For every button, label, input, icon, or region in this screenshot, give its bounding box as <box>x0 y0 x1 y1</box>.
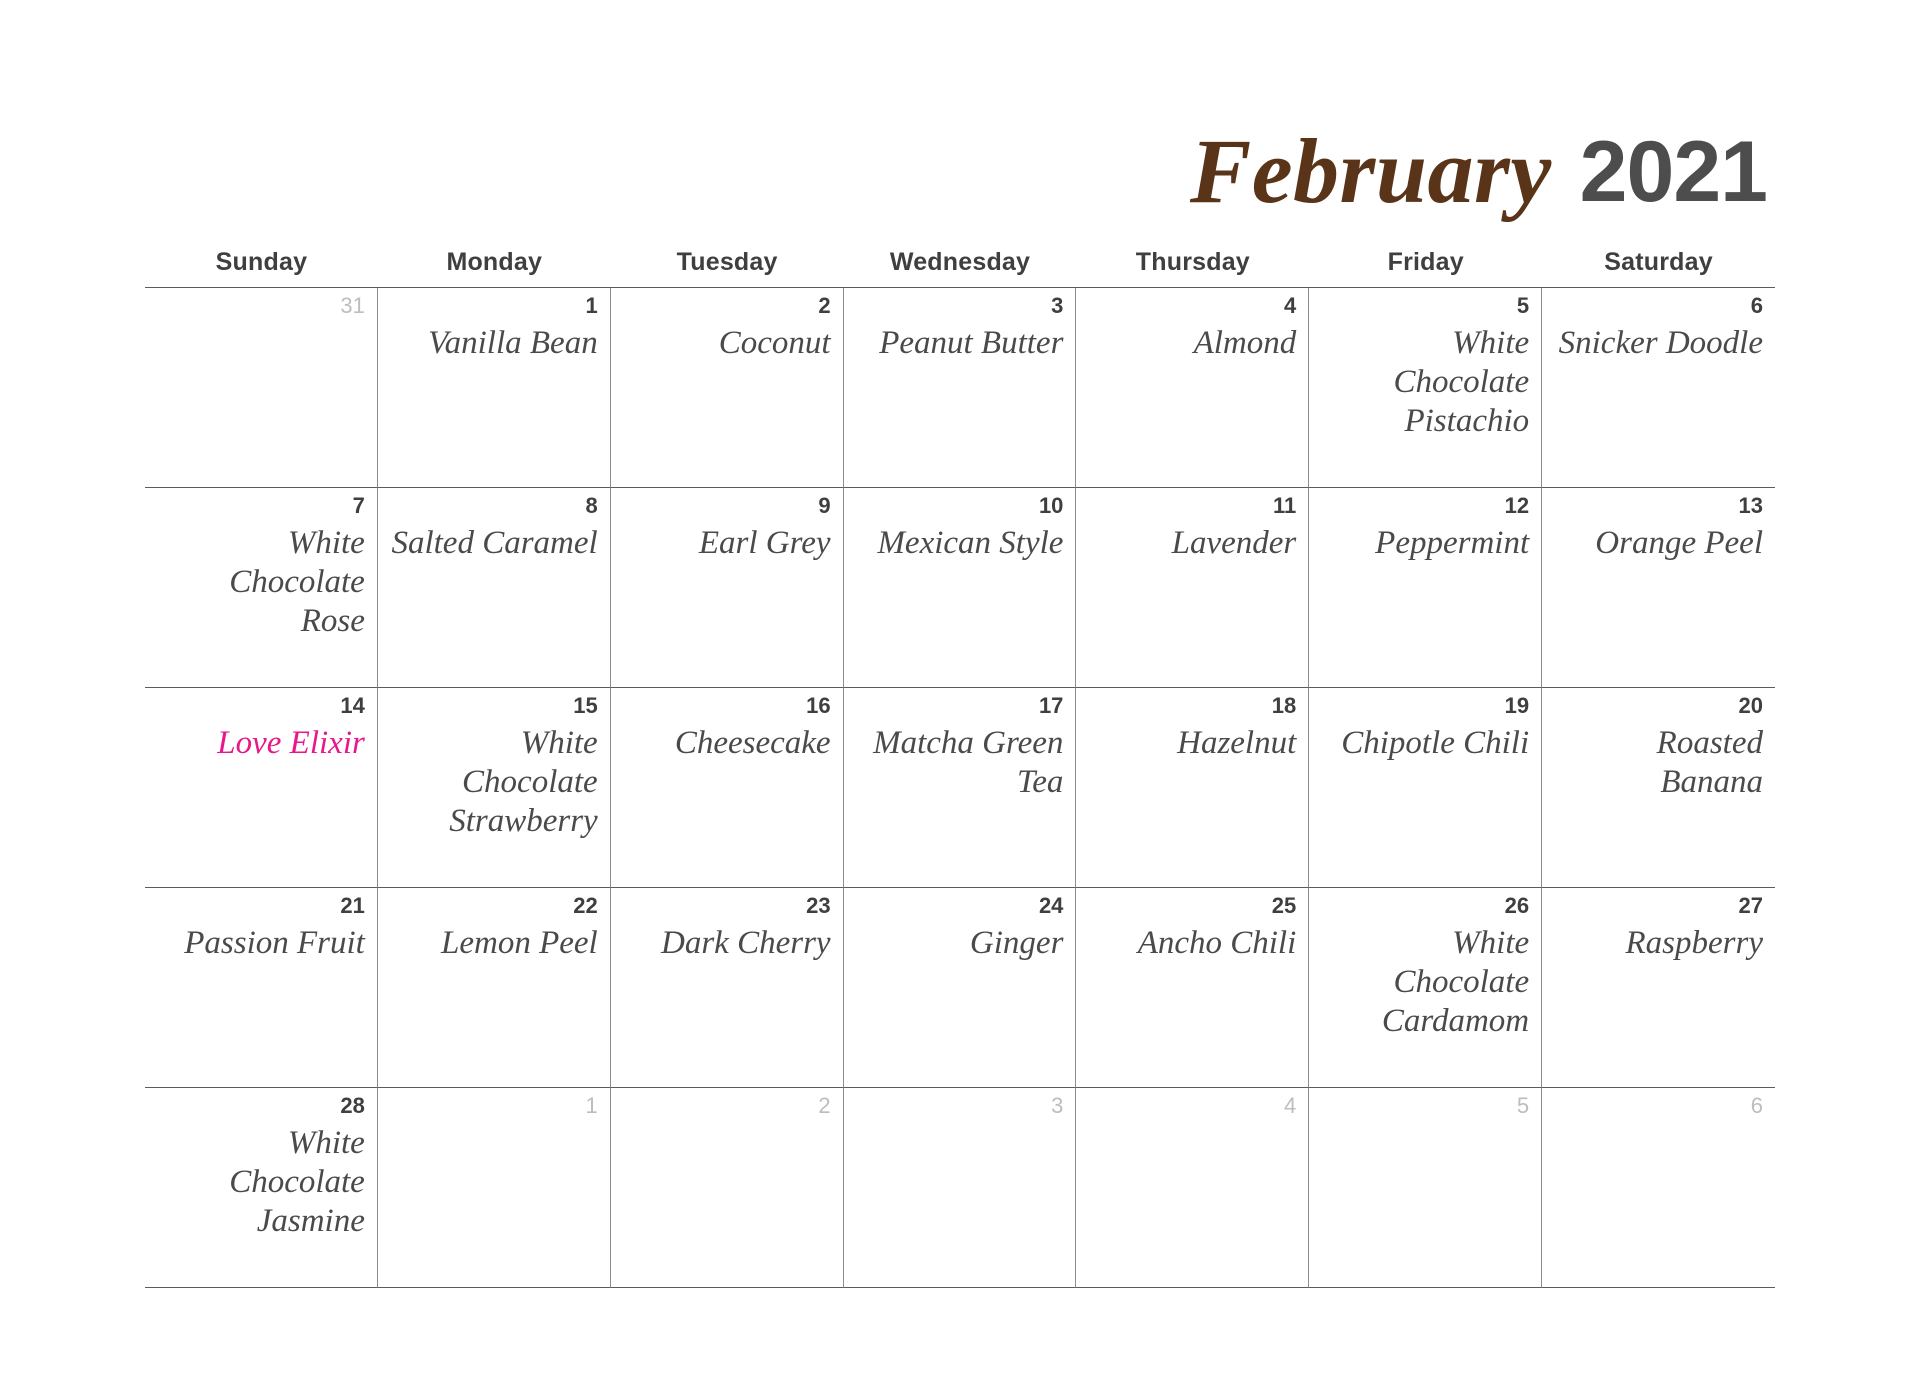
calendar-day-cell[interactable] <box>1542 1088 1775 1288</box>
calendar-day-cell[interactable] <box>1542 288 1775 488</box>
day-number: 11 <box>1273 493 1297 518</box>
day-flavor-label: Passion Fruit <box>184 925 365 962</box>
day-number: 16 <box>806 693 831 718</box>
calendar-day-cell[interactable] <box>1309 688 1542 888</box>
calendar-day-cell[interactable] <box>378 688 611 888</box>
day-flavor-label: Peanut Butter <box>879 325 1064 362</box>
calendar-day-cell[interactable] <box>611 688 844 888</box>
calendar-day-cell[interactable] <box>1076 488 1309 688</box>
weekday-wednesday: Wednesday <box>889 247 1031 276</box>
day-number: 10 <box>1038 493 1064 518</box>
day-flavor-label: Cheesecake <box>674 725 831 762</box>
calendar-day-cell[interactable] <box>378 1088 611 1288</box>
calendar-day-cell[interactable] <box>844 888 1077 1088</box>
calendar-day-cell[interactable] <box>1076 1088 1309 1288</box>
day-flavor-label: Earl Grey <box>698 525 831 562</box>
day-number: 15 <box>573 693 598 718</box>
day-number: 1 <box>585 293 598 318</box>
day-number: 31 <box>340 293 365 318</box>
day-number: 24 <box>1038 893 1064 918</box>
calendar-day-cell[interactable] <box>611 1088 844 1288</box>
calendar-day-cell[interactable] <box>145 1088 378 1288</box>
day-number: 26 <box>1504 893 1530 918</box>
weekday-header-row <box>145 237 1775 287</box>
calendar-day-cell[interactable] <box>1076 688 1309 888</box>
day-number: 9 <box>818 493 831 518</box>
calendar-title <box>145 0 1775 222</box>
calendar-day-cell[interactable] <box>1309 888 1542 1088</box>
day-number: 28 <box>340 1093 365 1118</box>
day-number: 7 <box>352 493 365 518</box>
calendar-day-cell[interactable] <box>844 288 1077 488</box>
day-flavor-label: Chipotle Chili <box>1341 725 1530 762</box>
day-flavor-label: Love Elixir <box>217 725 365 762</box>
day-flavor-label: Lemon Peel <box>441 925 598 962</box>
day-flavor-label: Raspberry <box>1625 925 1763 962</box>
day-flavor-label: Peppermint <box>1375 525 1530 562</box>
year-label: 2021 <box>1579 124 1767 220</box>
day-flavor-label: White Chocolate Rose <box>229 525 365 640</box>
calendar-day-cell[interactable] <box>1076 288 1309 488</box>
day-number: 4 <box>1284 1093 1297 1118</box>
calendar-day-cell[interactable] <box>1309 488 1542 688</box>
calendar-day-cell[interactable] <box>611 288 844 488</box>
calendar-day-cell[interactable] <box>1309 1088 1542 1288</box>
day-flavor-label: Snicker Doodle <box>1558 325 1763 362</box>
calendar-day-cell[interactable] <box>145 688 378 888</box>
day-flavor-label: Orange Peel <box>1595 525 1763 562</box>
day-number: 6 <box>1750 293 1763 318</box>
day-flavor-label: Mexican Style <box>877 525 1064 562</box>
day-number: 12 <box>1504 493 1530 518</box>
calendar-day-cell[interactable] <box>145 288 378 488</box>
day-flavor-label: White Chocolate Jasmine <box>229 1125 365 1240</box>
month-label: February <box>1189 119 1552 222</box>
day-number: 23 <box>806 893 831 918</box>
day-number: 21 <box>340 893 365 918</box>
calendar-day-cell[interactable] <box>611 488 844 688</box>
calendar-day-cell[interactable] <box>145 888 378 1088</box>
day-flavor-label: Ginger <box>969 925 1064 962</box>
day-number: 8 <box>585 493 598 518</box>
calendar-grid <box>145 287 1775 1288</box>
calendar-day-cell[interactable] <box>1309 288 1542 488</box>
day-flavor-label: Roasted Banana <box>1656 725 1763 801</box>
calendar-day-cell[interactable] <box>1542 888 1775 1088</box>
day-flavor-label: White Chocolate Cardamom <box>1381 925 1530 1040</box>
day-number: 25 <box>1271 893 1297 918</box>
day-flavor-label: Salted Caramel <box>391 525 598 562</box>
weekday-friday: Friday <box>1387 247 1464 276</box>
day-number: 17 <box>1038 693 1064 718</box>
day-number: 2 <box>818 293 831 318</box>
day-flavor-label: Ancho Chili <box>1137 925 1297 962</box>
day-flavor-label: Matcha Green Tea <box>873 725 1064 801</box>
day-number: 5 <box>1516 293 1530 318</box>
calendar-day-cell[interactable] <box>1542 488 1775 688</box>
weekday-monday: Monday <box>446 247 543 276</box>
weekday-saturday: Saturday <box>1604 247 1713 276</box>
day-flavor-label: White Chocolate Strawberry <box>449 725 598 840</box>
day-number: 18 <box>1271 693 1297 718</box>
day-flavor-label: White Chocolate Pistachio <box>1393 325 1530 440</box>
calendar-day-cell[interactable] <box>611 888 844 1088</box>
day-number: 5 <box>1516 1093 1530 1118</box>
calendar-day-cell[interactable] <box>378 888 611 1088</box>
calendar-day-cell[interactable] <box>145 488 378 688</box>
day-number: 4 <box>1284 293 1297 318</box>
weekday-tuesday: Tuesday <box>676 247 778 276</box>
day-number: 6 <box>1750 1093 1763 1118</box>
day-number: 14 <box>340 693 365 718</box>
day-number: 13 <box>1738 493 1763 518</box>
day-number: 1 <box>585 1093 598 1118</box>
day-number: 3 <box>1051 1093 1064 1118</box>
day-number: 3 <box>1051 293 1064 318</box>
day-number: 20 <box>1738 693 1763 718</box>
day-number: 22 <box>573 893 598 918</box>
day-flavor-label: Lavender <box>1171 525 1297 562</box>
weekday-thursday: Thursday <box>1135 247 1250 276</box>
calendar-day-cell[interactable] <box>378 288 611 488</box>
day-flavor-label: Coconut <box>718 325 831 362</box>
day-number: 27 <box>1738 893 1763 918</box>
calendar-day-cell[interactable] <box>844 688 1077 888</box>
day-flavor-label: Vanilla Bean <box>428 325 598 362</box>
calendar-day-cell[interactable] <box>1076 888 1309 1088</box>
weekday-sunday: Sunday <box>215 247 308 276</box>
day-flavor-label: Dark Cherry <box>661 925 831 962</box>
calendar-day-cell[interactable] <box>378 488 611 688</box>
day-number: 2 <box>818 1093 831 1118</box>
day-flavor-label: Almond <box>1193 325 1297 362</box>
day-flavor-label: Hazelnut <box>1177 725 1297 762</box>
calendar-day-cell[interactable] <box>844 1088 1077 1288</box>
calendar-day-cell[interactable] <box>1542 688 1775 888</box>
day-number: 19 <box>1504 693 1530 718</box>
calendar-day-cell[interactable] <box>844 488 1077 688</box>
